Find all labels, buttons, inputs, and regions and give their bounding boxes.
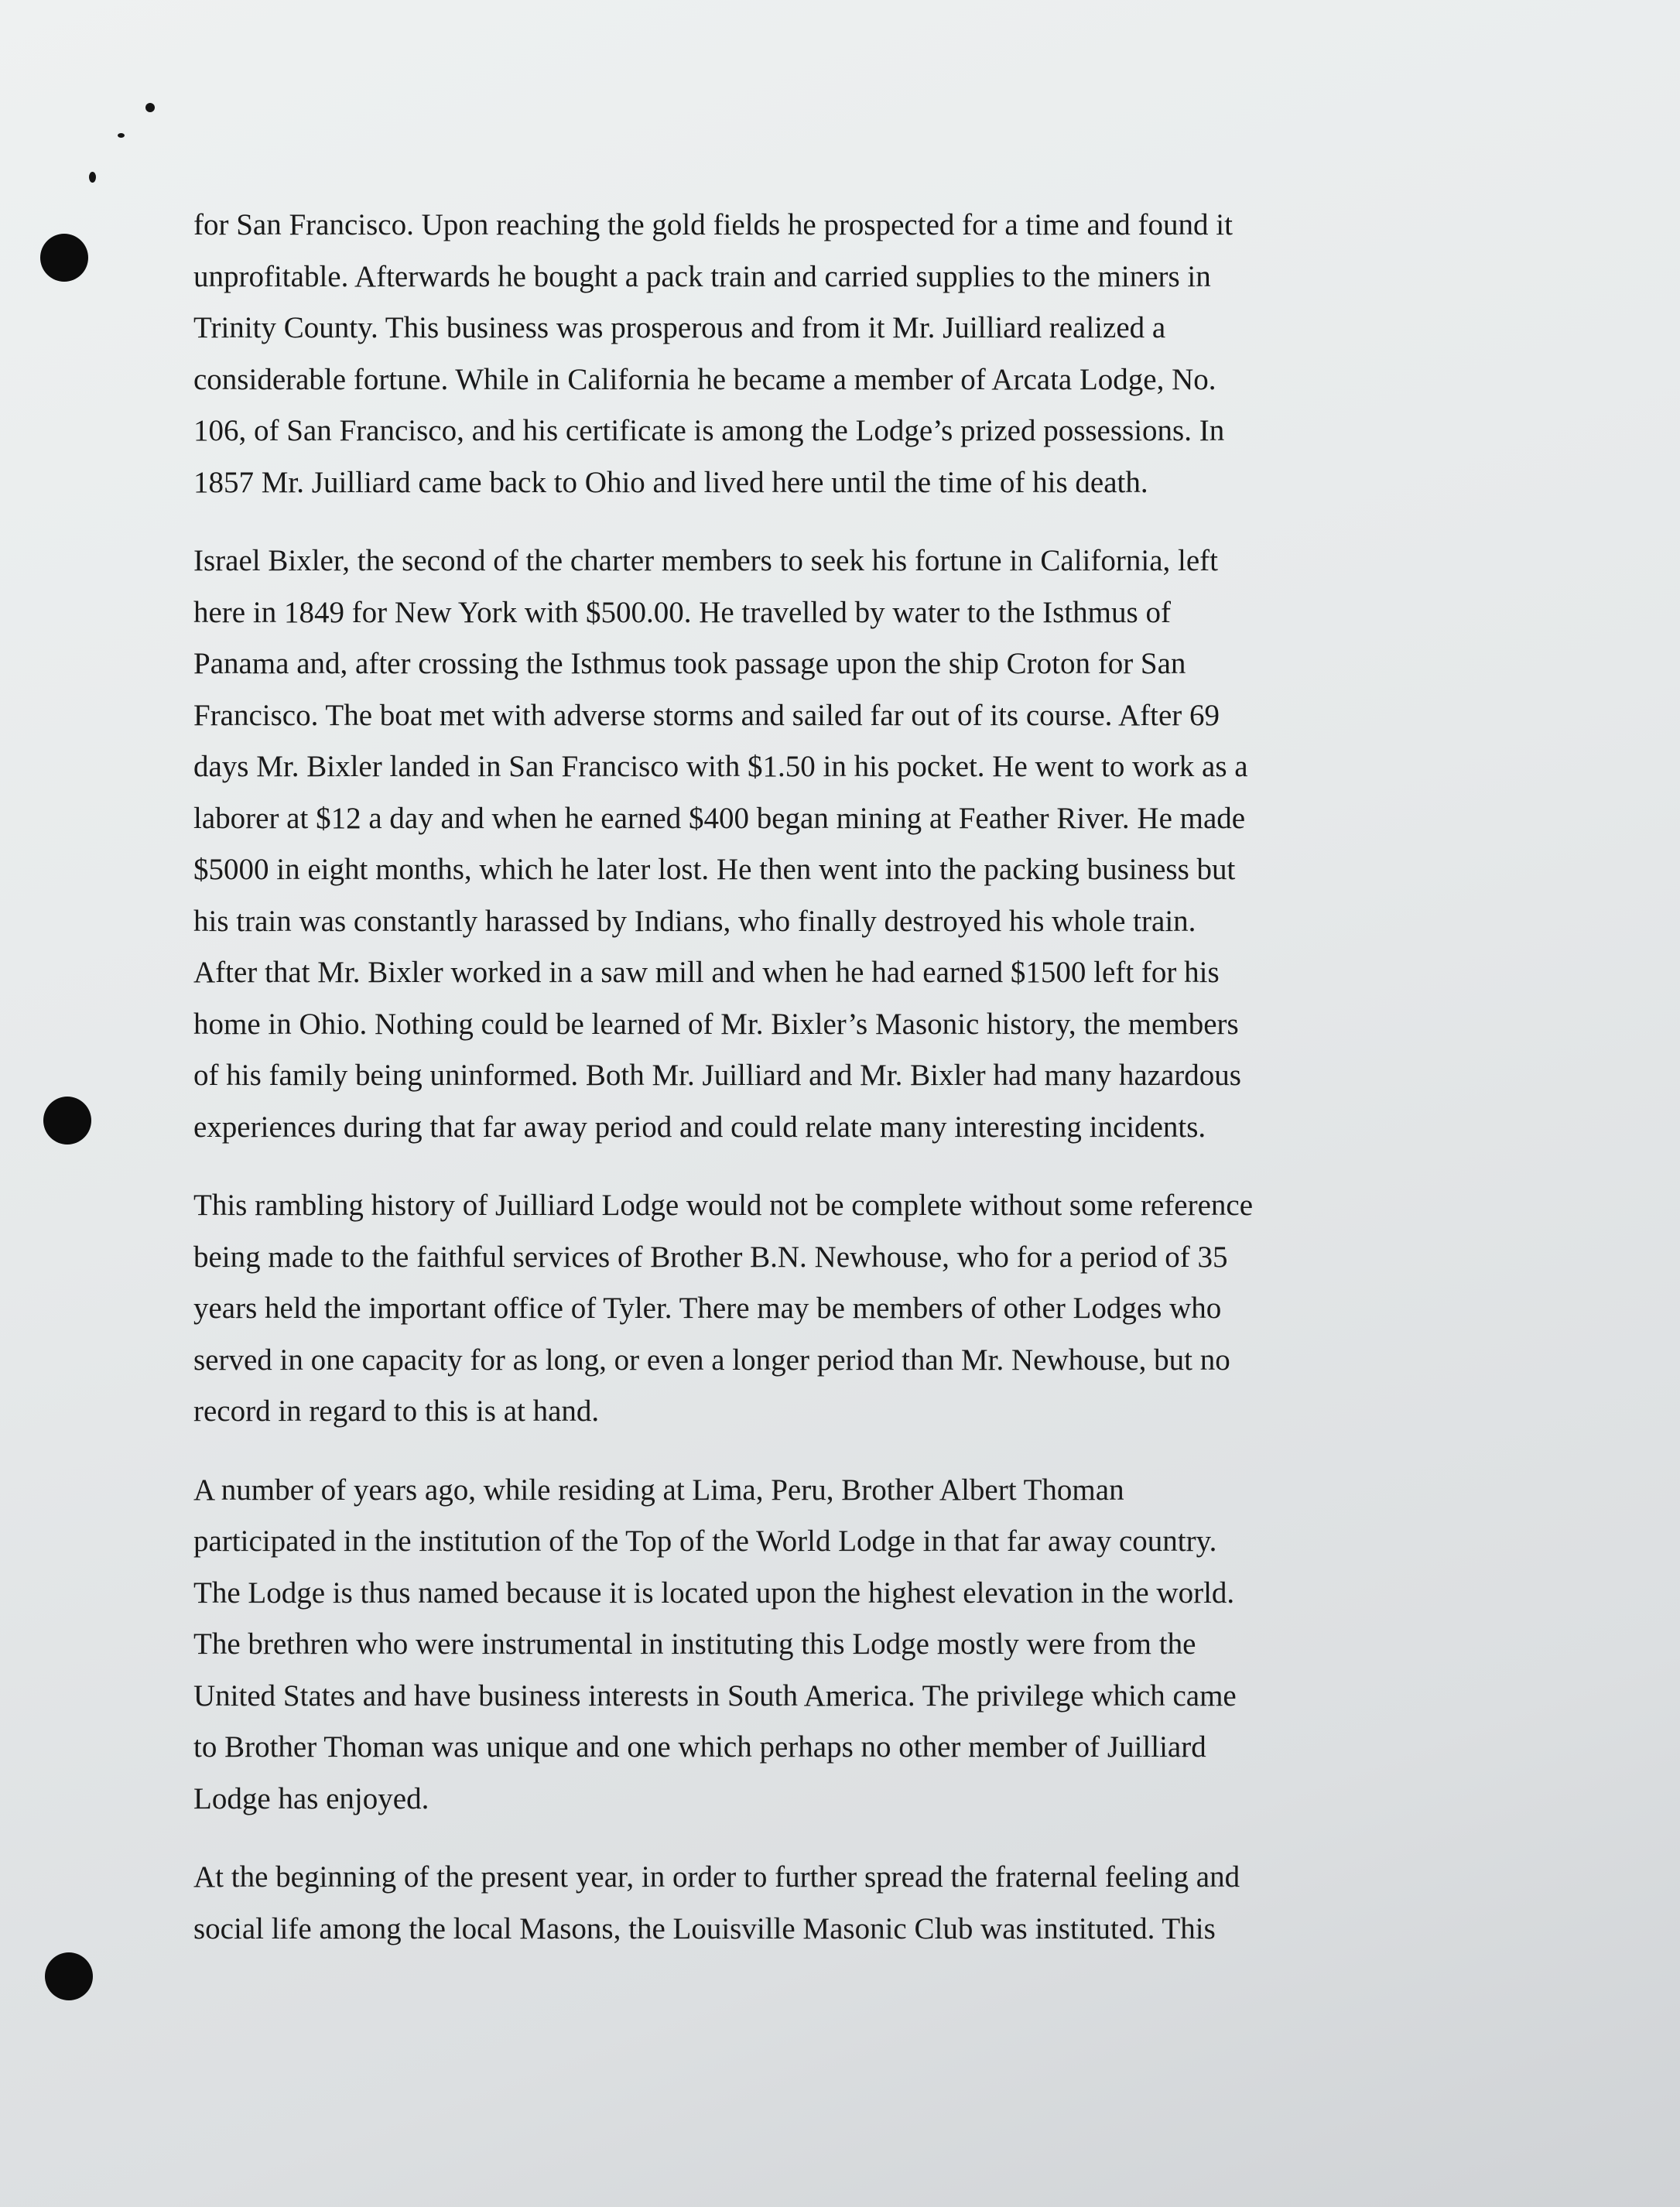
text-line: The Lodge is thus named because it is located upon the highest elevation in the world.: [193, 1576, 1235, 1610]
text-line: United States and have business interests in South America. The privilege which came: [193, 1678, 1237, 1713]
text-line: Trinity County. This business was prosperous and from it Mr. Juilliard realized a: [193, 311, 1166, 344]
text-line: experiences during that far away period and could relate many interesting incidents.: [193, 1110, 1206, 1144]
binder-hole-bottom: [45, 1952, 93, 2000]
text-line: here in 1849 for New York with $500.00. He travelled by water to the Isthmus of: [193, 595, 1171, 629]
text-line: Israel Bixler, the second of the charter members to seek his fortune in California, left: [193, 544, 1218, 577]
text-line: record in regard to this is at hand.: [193, 1394, 600, 1428]
paragraph-thoman-top-of-the-world: [193, 1465, 1524, 1825]
text-line: After that Mr. Bixler worked in a saw mill and when he had earned $1500 left for his: [193, 956, 1220, 989]
text-line: 1857 Mr. Juilliard came back to Ohio and lived here until the time of his death.: [193, 465, 1148, 499]
text-line: served in one capacity for as long, or even a longer period than Mr. Newhouse, but no: [193, 1343, 1230, 1377]
text-line: Francisco. The boat met with adverse storms and sailed far out of its course. After 69: [193, 698, 1220, 732]
text-line: home in Ohio. Nothing could be learned of Mr. Bixler’s Masonic history, the members: [193, 1007, 1239, 1041]
text-line: The brethren who were instrumental in instituting this Lodge mostly were from the: [193, 1627, 1196, 1661]
text-line: A number of years ago, while residing at Lima, Peru, Brother Albert Thoman: [193, 1473, 1124, 1507]
text-line: Lodge has enjoyed.: [193, 1781, 429, 1815]
text-line: Panama and, after crossing the Isthmus took passage upon the ship Croton for San: [193, 647, 1186, 680]
text-line: considerable fortune. While in California he became a member of Arcata Lodge, No.: [193, 362, 1216, 396]
text-line: 106, of San Francisco, and his certificate is among the Lodge’s prized possessions. In: [193, 414, 1225, 447]
text-line: laborer at $12 a day and when he earned $400 began mining at Feather River. He made: [193, 801, 1246, 835]
paragraph-juilliard-california: [193, 200, 1524, 508]
paper-speck: [145, 103, 155, 112]
text-line: days Mr. Bixler landed in San Francisco with $1.50 in his pocket. He went to work as a: [193, 750, 1248, 783]
paragraph-newhouse-tyler: [193, 1180, 1524, 1438]
text-line: for San Francisco. Upon reaching the gold fields he prospected for a time and found it: [193, 208, 1233, 241]
text-line: his train was constantly harassed by Indians, who finally destroyed his whole train.: [193, 904, 1196, 938]
text-line: being made to the faithful services of Brother B.N. Newhouse, who for a period of 35: [193, 1240, 1228, 1274]
text-line: $5000 in eight months, which he later lost. He then went into the packing business but: [193, 853, 1236, 886]
text-line: social life among the local Masons, the Louisville Masonic Club was instituted. This: [193, 1911, 1216, 1945]
paragraph-israel-bixler: [193, 535, 1524, 1153]
paragraph-masonic-club: [193, 1852, 1524, 1955]
text-line: This rambling history of Juilliard Lodge would not be complete without some reference: [193, 1189, 1253, 1222]
text-line: unprofitable. Afterwards he bought a pack train and carried supplies to the miners in: [193, 259, 1211, 293]
text-line: to Brother Thoman was unique and one which perhaps no other member of Juilliard: [193, 1730, 1206, 1764]
document-body: [193, 200, 1524, 1982]
binder-hole-top: [40, 234, 88, 282]
text-line: of his family being uninformed. Both Mr. Juilliard and Mr. Bixler had many hazardous: [193, 1059, 1241, 1092]
text-line: participated in the institution of the Top of the World Lodge in that far away country.: [193, 1524, 1217, 1558]
paper-speck: [89, 172, 96, 183]
paper-speck: [118, 133, 125, 138]
text-line: At the beginning of the present year, in order to further spread the fraternal feeling and: [193, 1860, 1240, 1894]
binder-hole-middle: [43, 1097, 91, 1145]
text-line: years held the important office of Tyler. There may be members of other Lodges who: [193, 1292, 1222, 1325]
